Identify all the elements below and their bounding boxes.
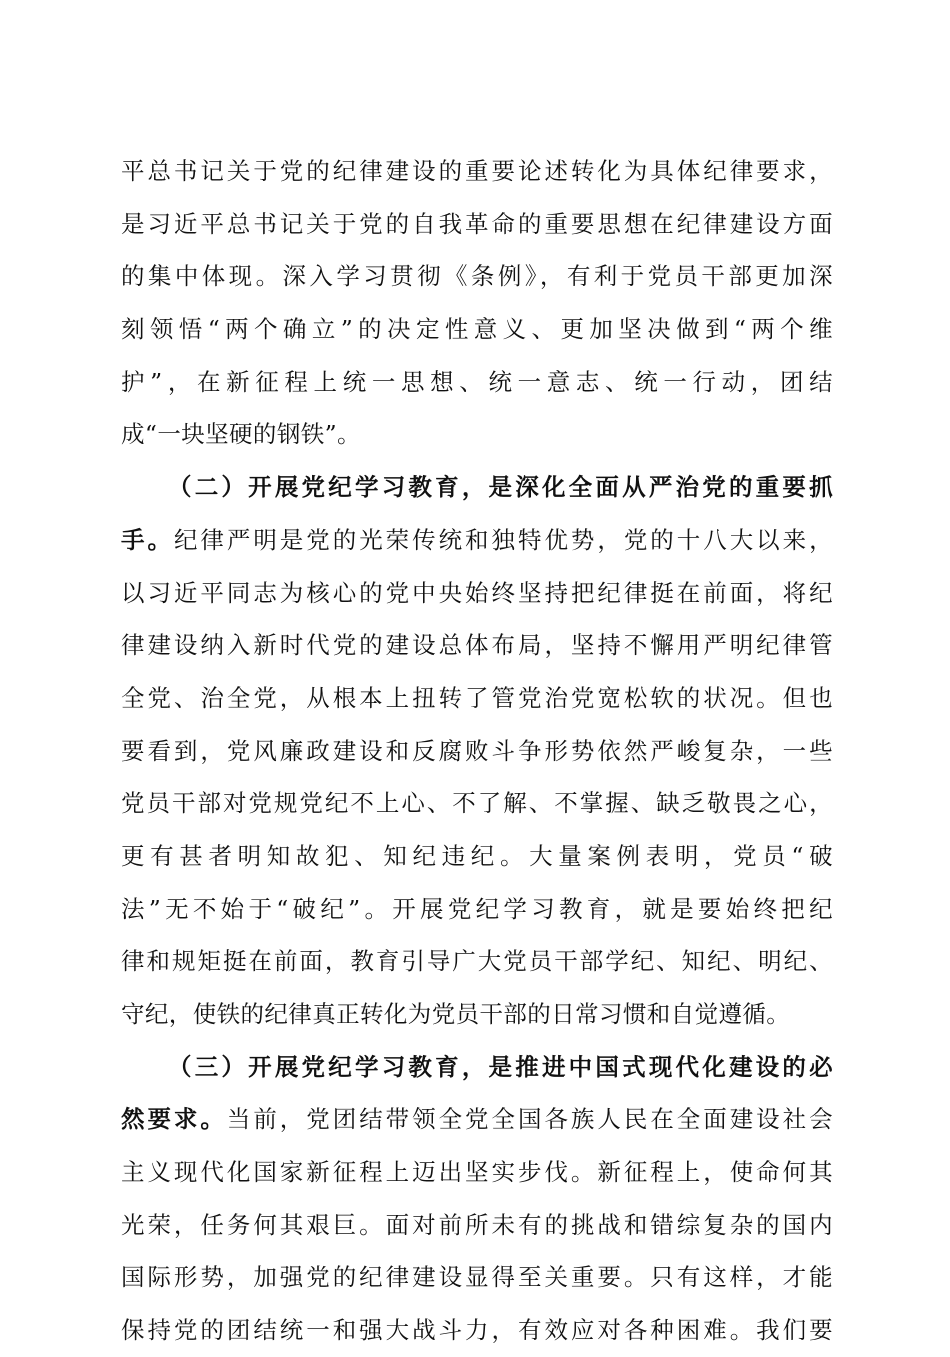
text-run: 纪律严明是党的光荣传统和独特优势，党的十八大以来，	[173, 525, 833, 554]
text-line	[121, 303, 833, 356]
text-run: 守纪，使铁的纪律真正转化为党员干部的日常习惯和自觉遵循。	[121, 1000, 791, 1028]
section-heading-run: 然要求。	[121, 1105, 227, 1134]
text-line	[121, 619, 833, 672]
text-run: 刻领悟“两个确立”的决定性意义、更加坚决做到“两个维	[121, 315, 833, 344]
text-line	[121, 356, 833, 409]
text-run: 律建设纳入新时代党的建设总体布局，坚持不懈用严明纪律管	[121, 631, 833, 660]
text-line	[121, 883, 833, 936]
section-heading-line	[121, 461, 833, 514]
section-heading-run: 手。	[121, 525, 174, 554]
text-run: 当前，党团结带领全党全国各族人民在全面建设社会	[226, 1105, 833, 1134]
text-run: 平总书记关于党的纪律建设的重要论述转化为具体纪律要求，	[121, 157, 833, 185]
text-line	[121, 777, 833, 830]
text-line	[121, 250, 833, 303]
text-run: 法”无不始于“破纪”。开展党纪学习教育，就是要始终把纪	[121, 894, 833, 923]
text-run: 国际形势，加强党的纪律建设显得至关重要。只有这样，才能	[121, 1263, 833, 1292]
text-line	[121, 514, 833, 567]
text-run: 护”，在新征程上统一思想、统一意志、统一行动，团结	[121, 367, 833, 396]
text-run: 是习近平总书记关于党的自我革命的重要思想在纪律建设方面	[121, 209, 833, 238]
text-run: 全党、治全党，从根本上扭转了管党治党宽松软的状况。但也	[121, 683, 833, 712]
section-heading-run: （二）开展党纪学习教育，是深化全面从严治党的重要抓	[168, 473, 833, 502]
text-run: 成“一块坚硬的钢铁”。	[121, 420, 361, 449]
text-line	[121, 830, 833, 883]
text-run: 党员干部对党规党纪不上心、不了解、不掌握、缺乏敬畏之心，	[121, 789, 833, 818]
text-line	[121, 145, 833, 198]
text-line	[121, 1146, 833, 1199]
text-line	[121, 672, 833, 725]
text-line	[121, 1199, 833, 1252]
text-run: 要看到，党风廉政建设和反腐败斗争形势依然严峻复杂，一些	[121, 736, 833, 765]
text-run: 的集中体现。深入学习贯彻《条例》，有利于党员干部更加深	[121, 262, 833, 291]
text-run: 律和规矩挺在前面，教育引导广大党员干部学纪、知纪、明纪、	[121, 947, 833, 976]
text-run: 以习近平同志为核心的党中央始终坚持把纪律挺在前面，将纪	[121, 578, 833, 607]
text-line	[121, 408, 833, 461]
text-line	[121, 725, 833, 778]
text-line	[121, 1304, 833, 1357]
text-line	[121, 988, 833, 1041]
text-run: 光荣，任务何其艰巨。面对前所未有的挑战和错综复杂的国内	[121, 1210, 833, 1239]
text-line	[121, 1251, 833, 1304]
text-run: 更有甚者明知故犯、知纪违纪。大量案例表明，党员“破	[121, 841, 833, 870]
text-line	[121, 198, 833, 251]
body-text	[121, 145, 833, 1357]
text-run: 保持党的团结统一和强大战斗力，有效应对各种困难。我们要	[121, 1316, 833, 1345]
section-heading-run: （三）开展党纪学习教育，是推进中国式现代化建设的必	[168, 1052, 833, 1081]
text-line	[121, 1093, 833, 1146]
text-line	[121, 567, 833, 620]
text-run: 主义现代化国家新征程上迈出坚实步伐。新征程上，使命何其	[121, 1158, 833, 1187]
section-heading-line	[121, 1041, 833, 1094]
text-line	[121, 935, 833, 988]
